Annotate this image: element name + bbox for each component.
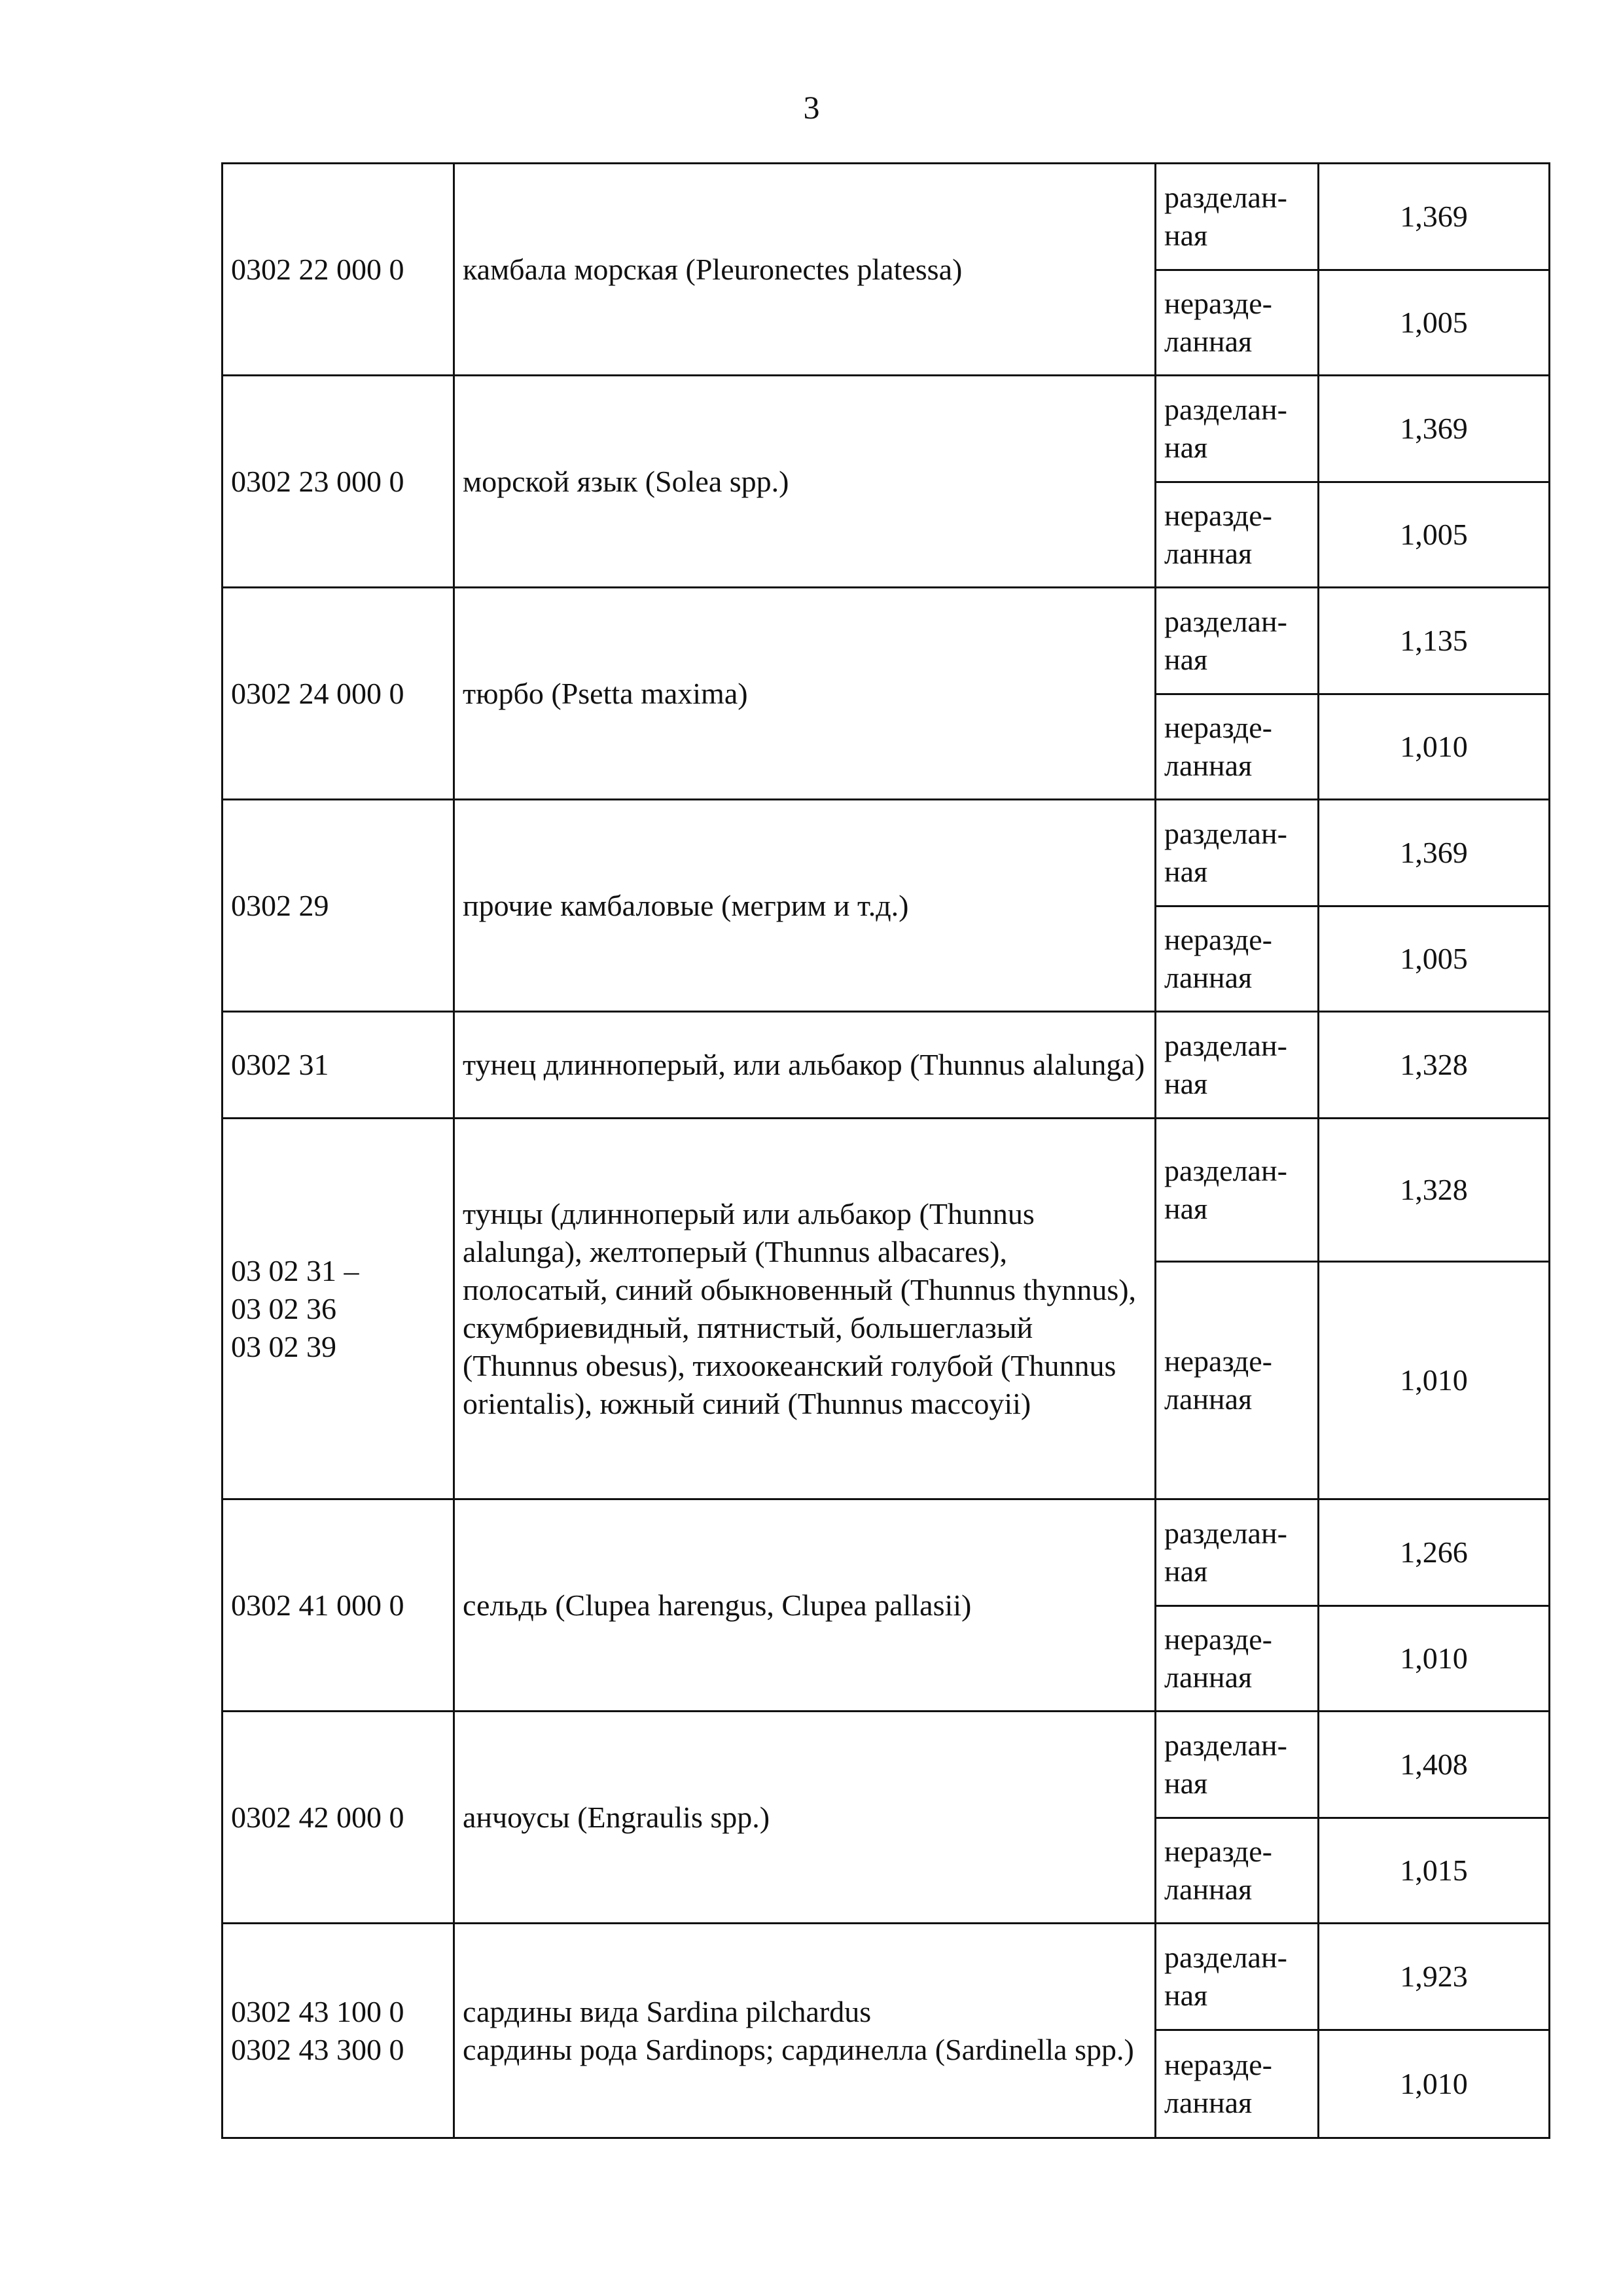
value-cell-divided: 1,328 <box>1319 1012 1550 1119</box>
type-cell-undivided: нераздe- ланная <box>1156 1818 1319 1924</box>
type-cell-divided: разделан- ная <box>1156 376 1319 482</box>
description-cell: камбала морская (Pleuronectes platessa) <box>454 164 1156 376</box>
code-cell: 0302 24 000 0 <box>223 588 454 800</box>
table-row <box>223 1119 1550 1262</box>
type-cell-divided: разделан- ная <box>1156 588 1319 694</box>
code-cell: 0302 22 000 0 <box>223 164 454 376</box>
description-cell: тунец длинноперый, или альбакор (Thunnus alalunga) <box>454 1012 1156 1119</box>
value-cell-divided: 1,408 <box>1319 1712 1550 1818</box>
coefficient-table <box>221 162 1550 2139</box>
value-cell-divided: 1,923 <box>1319 1924 1550 2030</box>
type-cell-undivided: нераздe- ланная <box>1156 1262 1319 1499</box>
value-cell-undivided: 1,015 <box>1319 1818 1550 1924</box>
table-row <box>223 1924 1550 2030</box>
value-cell-undivided: 1,010 <box>1319 2030 1550 2138</box>
code-cell: 0302 42 000 0 <box>223 1712 454 1924</box>
value-cell-divided: 1,369 <box>1319 376 1550 482</box>
type-cell-divided: разделан- ная <box>1156 1119 1319 1262</box>
description-cell: морской язык (Solea spp.) <box>454 376 1156 588</box>
description-cell: тунцы (длинноперый или альбакор (Thunnus alalunga), желтоперый (Thunnus albacares), полосатый, синий обыкновенный (Thunnus thynnus), скумбриевидный, пятнистый, большеглазый (Thunnus obesus), тихоокеанский голубой (Thunnus orientalis), южный синий (Thunnus maccoyii) <box>454 1119 1156 1499</box>
value-cell-divided: 1,369 <box>1319 800 1550 906</box>
table-row <box>223 1499 1550 1606</box>
code-cell: 0302 29 <box>223 800 454 1012</box>
value-cell-divided: 1,369 <box>1319 164 1550 270</box>
type-cell-divided: разделан- ная <box>1156 1712 1319 1818</box>
value-cell-undivided: 1,010 <box>1319 1606 1550 1712</box>
type-cell-divided: разделан- ная <box>1156 800 1319 906</box>
type-cell-undivided: нераздe- ланная <box>1156 482 1319 588</box>
type-cell-divided: разделан- ная <box>1156 1924 1319 2030</box>
code-cell: 03 02 31 – 03 02 36 03 02 39 <box>223 1119 454 1499</box>
code-cell: 0302 43 100 0 0302 43 300 0 <box>223 1924 454 2138</box>
type-cell-divided: разделан- ная <box>1156 164 1319 270</box>
description-cell: сельдь (Clupea harengus, Clupea pallasii) <box>454 1499 1156 1712</box>
code-cell: 0302 41 000 0 <box>223 1499 454 1712</box>
page-number: 3 <box>803 89 820 126</box>
type-cell-undivided: нераздe- ланная <box>1156 694 1319 800</box>
value-cell-undivided: 1,005 <box>1319 906 1550 1012</box>
table-row <box>223 376 1550 482</box>
table-row <box>223 1712 1550 1818</box>
value-cell-divided: 1,135 <box>1319 588 1550 694</box>
code-cell: 0302 23 000 0 <box>223 376 454 588</box>
type-cell-divided: разделан- ная <box>1156 1012 1319 1119</box>
code-cell: 0302 31 <box>223 1012 454 1119</box>
table-row <box>223 588 1550 694</box>
value-cell-undivided: 1,005 <box>1319 482 1550 588</box>
type-cell-divided: разделан- ная <box>1156 1499 1319 1606</box>
table-row <box>223 164 1550 270</box>
type-cell-undivided: нераздe- ланная <box>1156 2030 1319 2138</box>
table-row <box>223 1012 1550 1119</box>
type-cell-undivided: нераздe- ланная <box>1156 1606 1319 1712</box>
value-cell-undivided: 1,010 <box>1319 694 1550 800</box>
type-cell-undivided: нераздe- ланная <box>1156 270 1319 376</box>
description-cell: сардины вида Sardina pilchardus сардины рода Sardinops; сардинелла (Sardinella spp.) <box>454 1924 1156 2138</box>
table-row <box>223 800 1550 906</box>
value-cell-divided: 1,266 <box>1319 1499 1550 1606</box>
type-cell-undivided: нераздe- ланная <box>1156 906 1319 1012</box>
description-cell: прочие камбаловые (мегрим и т.д.) <box>454 800 1156 1012</box>
value-cell-undivided: 1,005 <box>1319 270 1550 376</box>
description-cell: анчоусы (Engraulis spp.) <box>454 1712 1156 1924</box>
value-cell-undivided: 1,010 <box>1319 1262 1550 1499</box>
value-cell-divided: 1,328 <box>1319 1119 1550 1262</box>
description-cell: тюрбо (Psetta maxima) <box>454 588 1156 800</box>
